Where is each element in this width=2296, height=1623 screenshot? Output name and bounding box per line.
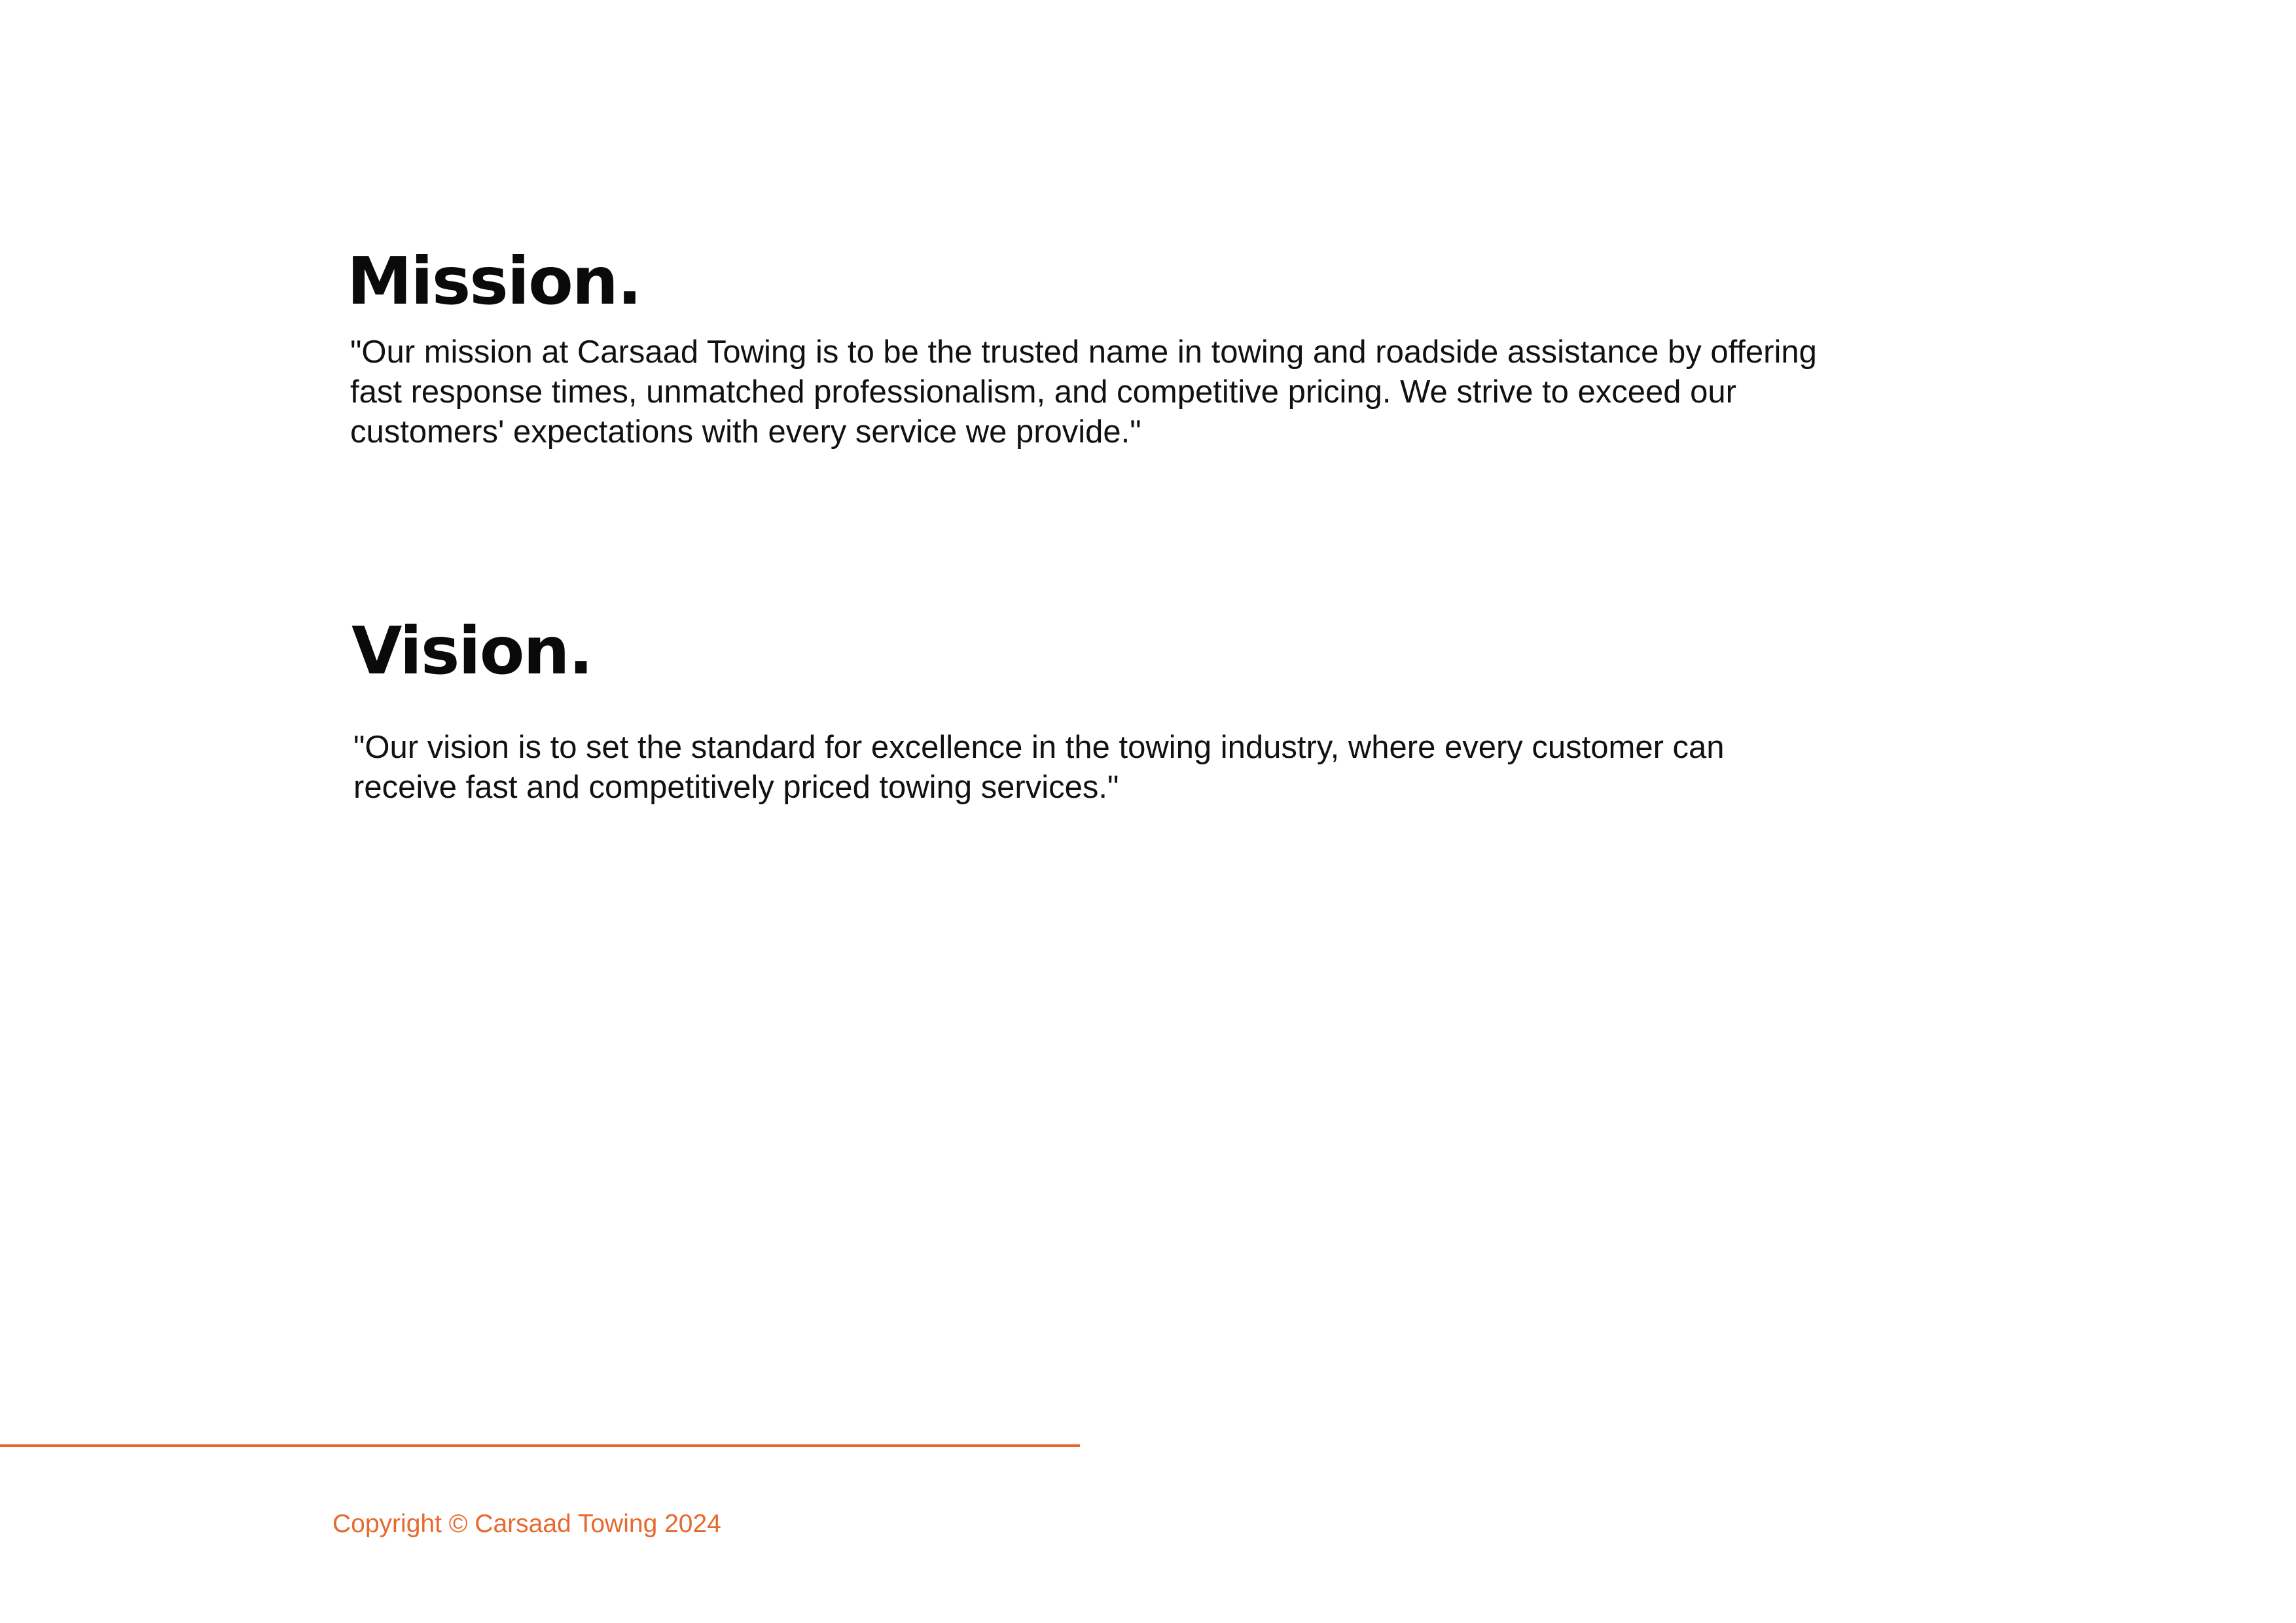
footer-copyright: Copyright © Carsaad Towing 2024	[332, 1510, 721, 1538]
footer-divider	[0, 1444, 1080, 1447]
mission-heading: Mission.	[347, 243, 641, 319]
vision-heading: Vision.	[351, 613, 592, 689]
mission-statement: "Our mission at Carsaad Towing is to be the trusted name in towing and roadside assistance by offering fast response times, unmatched professionalism, and competitive pricing. We strive to exceed our customers' expectations with every service we provide."	[350, 334, 1817, 450]
vision-statement: "Our vision is to set the standard for excellence in the towing industry, where every customer can receive fast and competitively priced towing services."	[353, 730, 1725, 805]
